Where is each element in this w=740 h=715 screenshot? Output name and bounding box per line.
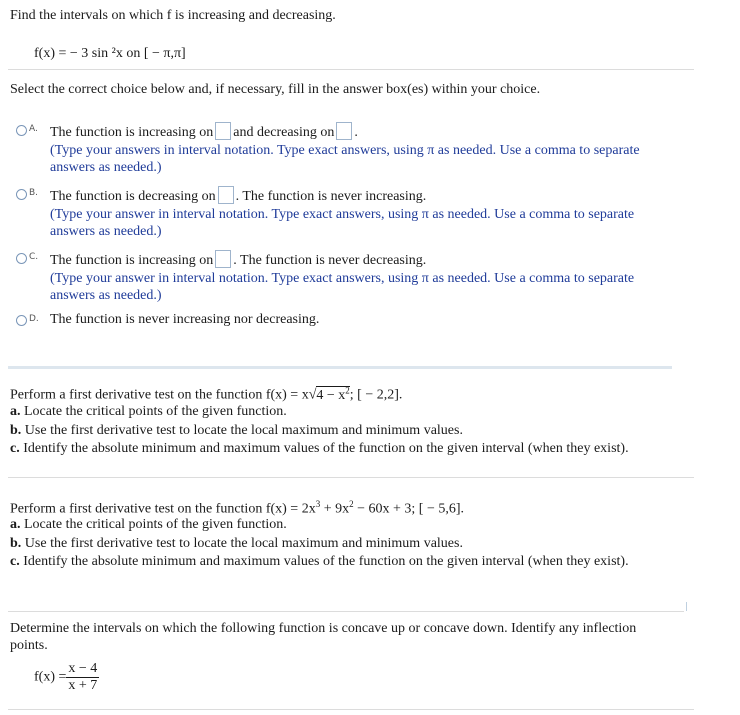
choice-b-help1: (Type your answer in interval notation. Type exact answers, using π as needed. Use a comma to separate (50, 207, 635, 222)
q4-prompt2: points. (10, 638, 48, 653)
divider (8, 611, 684, 612)
choice-a-radio[interactable] (16, 125, 27, 136)
q4-denominator: x + 7 (68, 678, 98, 693)
choice-b-text (50, 186, 426, 205)
choice-d-text: The function is never increasing nor decreasing. (50, 312, 320, 327)
q2-intro (10, 385, 402, 404)
q3-intro: Perform a first derivative test on the function $f(x) = 2x^3 + 9x^2 - 60x + 3$; [ − 5,6]. (10, 499, 465, 517)
divider (8, 69, 694, 70)
choice-c-increasing-input[interactable] (215, 250, 231, 268)
q2-intro-after: ; [ − 2,2]. (349, 387, 403, 403)
choice-a-text (50, 122, 358, 141)
q3-part-a: a. Locate the critical points of the given function. (10, 517, 287, 532)
q2-intro-before: Perform a first derivative test on the function f(x) = x (10, 387, 309, 403)
q4-function (34, 661, 99, 694)
q3-exp1: 3 (315, 499, 321, 509)
q3-part-c: c. Identify the absolute minimum and maximum values of the function on the given interval (when they exist). (10, 554, 629, 569)
choice-b-decreasing-input[interactable] (218, 186, 234, 204)
q2-part-c: c. Identify the absolute minimum and maximum values of the function on the given interval (when they exist). (10, 441, 629, 456)
choice-b-help2: answers as needed.) (50, 224, 162, 239)
q3-part-b: b. Use the first derivative test to locate the local maximum and minimum values. (10, 536, 463, 551)
choice-a-before: The function is increasing on (50, 125, 214, 140)
choice-a-middle: and decreasing on (233, 125, 335, 140)
q2-radicand-exponent: 2 (345, 385, 350, 395)
q4-f-label: f(x) = (34, 669, 67, 685)
choice-c-help1: (Type your answer in interval notation. Type exact answers, using π as needed. Use a comma to separate (50, 271, 635, 286)
q2-part-a: a. Locate the critical points of the given function. (10, 404, 287, 419)
q1-function: f(x) = − 3 sin ²x on [ − π,π] (34, 46, 186, 61)
choice-c-letter: C. (29, 252, 39, 262)
q2-part-b: b. Use the first derivative test to locate the local maximum and minimum values. (10, 423, 463, 438)
choice-c-radio[interactable] (16, 253, 27, 264)
q1-prompt: Find the intervals on which f is increasing and decreasing. (10, 8, 336, 23)
choice-c-help2: answers as needed.) (50, 288, 162, 303)
choice-c-after: . The function is never decreasing. (233, 253, 427, 268)
choice-a-letter: A. (29, 124, 38, 134)
choice-a-increasing-input[interactable] (215, 122, 231, 140)
divider (8, 477, 694, 478)
section-divider (8, 366, 672, 369)
choice-b-before: The function is decreasing on (50, 189, 216, 204)
choice-b-radio[interactable] (16, 189, 27, 200)
choice-c-text (50, 250, 426, 269)
choice-a-after: . (354, 125, 358, 140)
choice-b-after: . The function is never increasing. (235, 189, 427, 204)
scroll-marker (686, 602, 687, 611)
choice-b-letter: B. (29, 188, 39, 198)
q4-fraction (66, 661, 99, 694)
choice-c-before: The function is increasing on (50, 253, 214, 268)
divider (8, 709, 694, 710)
q4-numerator: x − 4 (68, 661, 98, 676)
choice-a-help1: (Type your answers in interval notation. Type exact answers, using π as needed. Use a comma to separate (50, 143, 640, 158)
choice-a-help2: answers as needed.) (50, 160, 162, 175)
q2-radicand: $4 - x^2$ (316, 385, 350, 403)
q3-exp2: 2 (349, 499, 354, 509)
choice-d-radio[interactable] (16, 315, 27, 326)
q4-prompt1: Determine the intervals on which the following function is concave up or concave down. Identify any inflection (10, 621, 637, 636)
sqrt-symbol: √ (308, 387, 317, 403)
choice-a-decreasing-input[interactable] (336, 122, 352, 140)
choice-d-letter: D. (29, 314, 39, 324)
q1-instruction: Select the correct choice below and, if necessary, fill in the answer box(es) within your choice. (10, 82, 541, 97)
